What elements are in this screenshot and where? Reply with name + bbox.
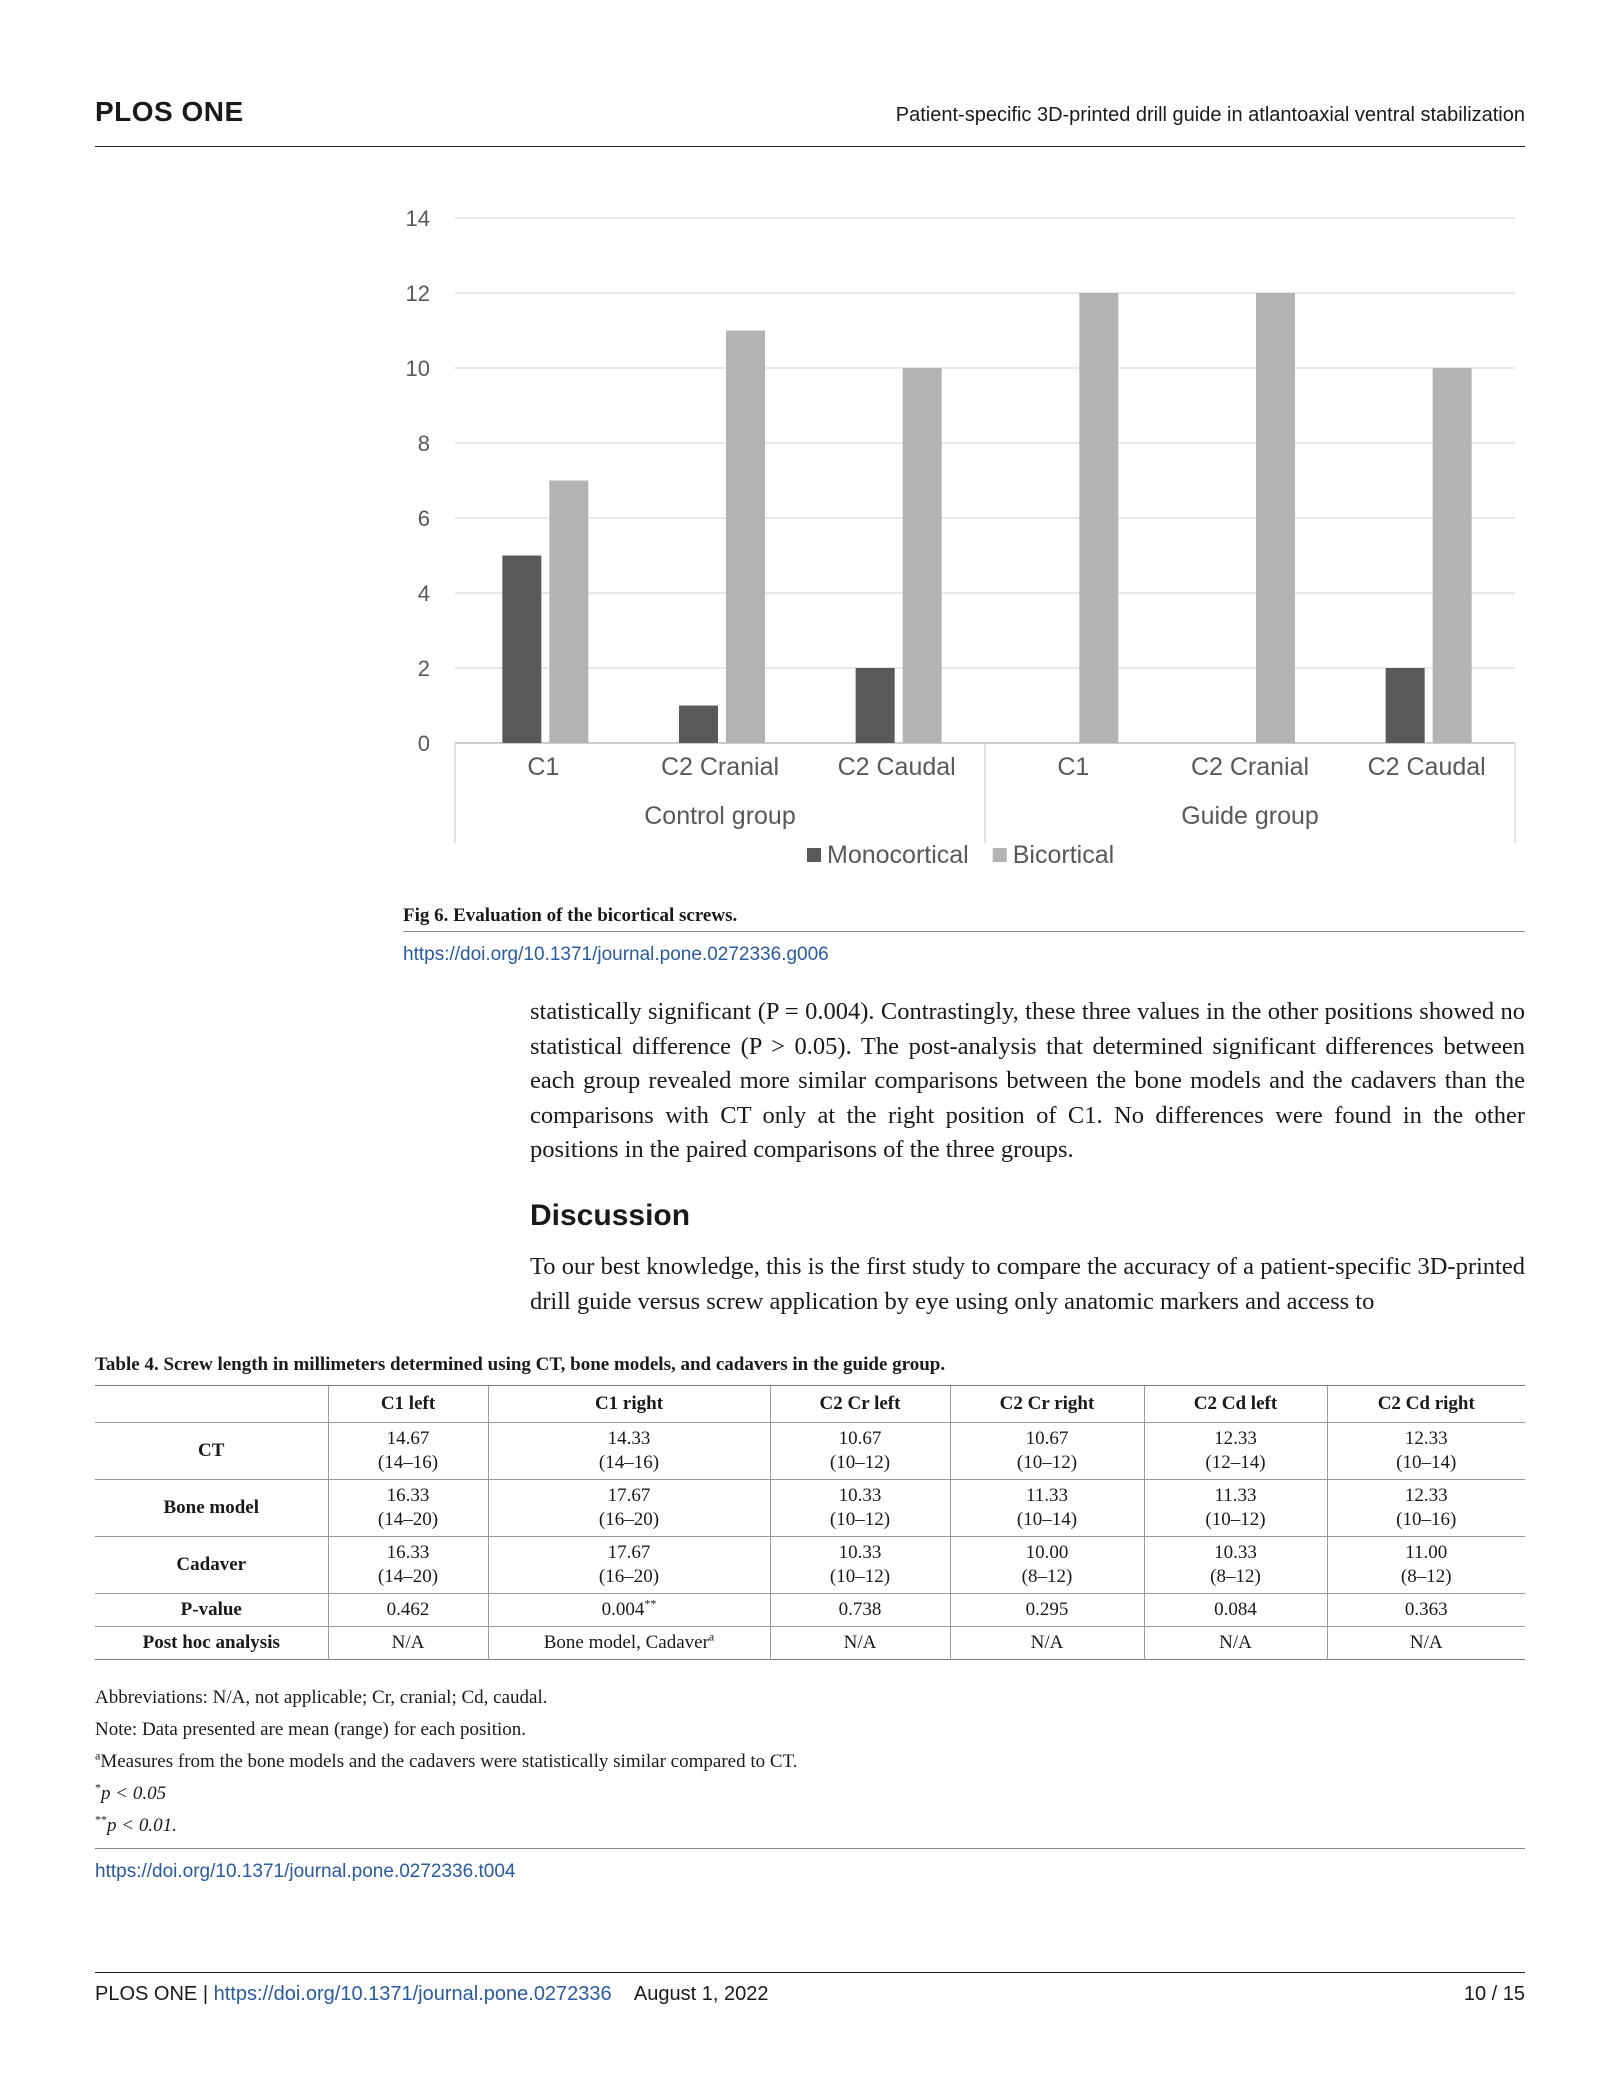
row-label: Bone model xyxy=(163,1497,260,1518)
bar-bicortical xyxy=(903,368,942,743)
table-header-row xyxy=(95,1386,1525,1423)
table-notes xyxy=(95,1682,1525,1849)
table-cell: N/A xyxy=(950,1627,1144,1660)
table-cell: N/A xyxy=(1144,1627,1327,1660)
note-p-001: **p < 0.01. xyxy=(95,1812,177,1836)
significance-mark: ** xyxy=(644,1596,657,1611)
x-tick-label: C1 xyxy=(1057,753,1090,781)
table-cell: 0.004** xyxy=(488,1594,770,1627)
legend-swatch xyxy=(807,848,821,862)
header-cell: C2 Cr right xyxy=(950,1386,1144,1423)
note-p-005: *p < 0.05 xyxy=(95,1780,167,1804)
y-tick-label: 4 xyxy=(417,581,430,606)
header-cell: C2 Cr left xyxy=(770,1386,950,1423)
row-label: Cadaver xyxy=(176,1554,247,1575)
table-cell: 14.33 (14–16) xyxy=(488,1423,770,1480)
row-label: P-value xyxy=(180,1599,242,1620)
header-cell: C2 Cd left xyxy=(1144,1386,1327,1423)
figure-caption: Fig 6. Evaluation of the bicortical screws. xyxy=(403,905,1525,932)
table-cell: 16.33 (14–20) xyxy=(328,1537,488,1594)
note-data: Note: Data presented are mean (range) for each position. xyxy=(95,1719,526,1740)
footer-doi-link[interactable]: https://doi.org/10.1371/journal.pone.0272336 xyxy=(213,1983,612,2005)
table-cell: 12.33 (12–14) xyxy=(1144,1423,1327,1480)
table-cell: 12.33 (10–14) xyxy=(1327,1423,1525,1480)
y-tick-label: 10 xyxy=(405,356,430,381)
table-cell: 0.462 xyxy=(328,1594,488,1627)
table-cell: 12.33 (10–16) xyxy=(1327,1480,1525,1537)
table-cell: 16.33 (14–20) xyxy=(328,1480,488,1537)
footer-date: August 1, 2022 xyxy=(633,1983,769,2005)
table-cell: 0.295 xyxy=(950,1594,1144,1627)
page-number: 10 / 15 xyxy=(1463,1983,1525,2005)
table-cell: 17.67 (16–20) xyxy=(488,1537,770,1594)
table-cell: 10.33 (10–12) xyxy=(770,1480,950,1537)
x-tick-label: C2 Caudal xyxy=(1367,753,1486,781)
journal-logo: PLOS ONE xyxy=(95,96,244,127)
table-cell: 11.33 (10–12) xyxy=(1144,1480,1327,1537)
x-tick-label: C2 Caudal xyxy=(837,753,956,781)
page-footer xyxy=(95,1972,1525,2006)
table-cell: 10.00 (8–12) xyxy=(950,1537,1144,1594)
table-cell: N/A xyxy=(328,1627,488,1660)
footnote-mark: a xyxy=(708,1629,715,1644)
table-cell: 11.33 (10–14) xyxy=(950,1480,1144,1537)
table-cell: 10.67 (10–12) xyxy=(950,1423,1144,1480)
group-label: Control group xyxy=(644,802,796,830)
note-a: $^a$Measures from the bone models and the cadavers were statistically similar compared to CT. xyxy=(95,1748,798,1772)
row-label: CT xyxy=(198,1440,225,1461)
bar-bicortical xyxy=(549,481,588,744)
table-row-cadaver xyxy=(95,1537,1525,1594)
y-tick-label: 0 xyxy=(417,731,430,756)
header-cell: C1 right xyxy=(488,1386,770,1423)
page-header xyxy=(95,96,1525,147)
table-cell: 11.00 (8–12) xyxy=(1327,1537,1525,1594)
header-cell: C1 left xyxy=(328,1386,488,1423)
table-cell: 17.67 (16–20) xyxy=(488,1480,770,1537)
bar-monocortical xyxy=(502,556,541,744)
y-tick-label: 14 xyxy=(405,206,430,231)
x-tick-label: C2 Cranial xyxy=(660,753,780,781)
legend-label: Monocortical xyxy=(827,841,969,869)
bar-monocortical xyxy=(856,668,895,743)
table-cell: N/A xyxy=(1327,1627,1525,1660)
body-paragraph-2: To our best knowledge, this is the first study to compare the accuracy of a patient-specific 3D-printed drill guide versus screw application by eye using only anatomic markers and access to xyxy=(530,1253,1525,1315)
table-cell: 0.363 xyxy=(1327,1594,1525,1627)
legend-swatch xyxy=(993,848,1007,862)
x-tick-label: C1 xyxy=(527,753,560,781)
table-cell: 0.084 xyxy=(1144,1594,1327,1627)
table-cell: 10.67 (10–12) xyxy=(770,1423,950,1480)
section-heading-discussion: Discussion xyxy=(530,1199,691,1232)
row-label: Post hoc analysis xyxy=(142,1632,280,1653)
table-doi-link[interactable]: https://doi.org/10.1371/journal.pone.0272336.t004 xyxy=(95,1861,516,1882)
y-tick-label: 6 xyxy=(417,506,430,531)
table-row-post-hoc xyxy=(95,1627,1525,1660)
footer-journal: PLOS ONE | xyxy=(95,1983,214,2005)
bar-bicortical xyxy=(1079,293,1118,743)
bar-chart xyxy=(390,195,1530,895)
table-cell: 14.67 (14–16) xyxy=(328,1423,488,1480)
table-cell: 0.738 xyxy=(770,1594,950,1627)
legend-label: Bicortical xyxy=(1012,841,1115,869)
x-tick-label: C2 Cranial xyxy=(1190,753,1310,781)
figure-6 xyxy=(390,195,1530,895)
table-cell: 10.33 (10–12) xyxy=(770,1537,950,1594)
table-row-bone-model xyxy=(95,1480,1525,1537)
table-row-ct xyxy=(95,1423,1525,1480)
bar-bicortical xyxy=(1256,293,1295,743)
group-label: Guide group xyxy=(1181,802,1319,830)
header-cell: C2 Cd right xyxy=(1327,1386,1525,1423)
figure-doi-link[interactable]: https://doi.org/10.1371/journal.pone.0272336.g006 xyxy=(403,944,829,965)
table-cell: 10.33 (8–12) xyxy=(1144,1537,1327,1594)
y-tick-label: 8 xyxy=(417,431,430,456)
y-tick-label: 2 xyxy=(417,656,430,681)
note-abbreviations: Abbreviations: N/A, not applicable; Cr, cranial; Cd, caudal. xyxy=(95,1687,548,1708)
body-paragraph-1: statistically significant (P = 0.004). Contrastingly, these three values in the other positions showed no statistical difference (P > 0.05). The post-analysis that determined significant differences between each group revealed more similar comparisons between the bone models and the cadavers than the comparisons with CT only at the right position of C1. No differences were found in the other positions in the paired comparisons of the three groups. xyxy=(530,998,1525,1163)
table-row-p-value xyxy=(95,1594,1525,1627)
bar-monocortical xyxy=(679,706,718,744)
table-4 xyxy=(95,1385,1525,1660)
bar-bicortical xyxy=(1433,368,1472,743)
bar-bicortical xyxy=(726,331,765,744)
table-cell: N/A xyxy=(770,1627,950,1660)
table-cell: Bone model, Cadaver$^a$ xyxy=(488,1627,770,1660)
running-title: Patient-specific 3D-printed drill guide in atlantoaxial ventral stabilization xyxy=(895,104,1525,126)
header-cell xyxy=(95,1386,328,1423)
bar-monocortical xyxy=(1386,668,1425,743)
table-title: Table 4. Screw length in millimeters determined using CT, bone models, and cadavers in the guide group. xyxy=(95,1354,946,1375)
y-tick-label: 12 xyxy=(405,281,430,306)
